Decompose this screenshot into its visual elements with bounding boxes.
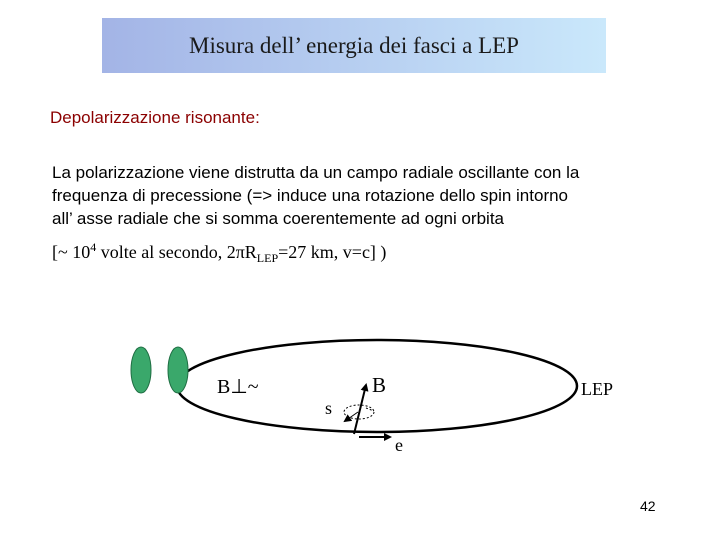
electron-label: e <box>395 435 403 455</box>
kicker-magnet-left <box>131 347 151 393</box>
bracket-middle: volte al secondo, 2πR <box>96 242 257 262</box>
bracket-suffix: =27 km, v=c] ) <box>278 242 387 262</box>
paragraph-line-1: La polarizzazione viene distrutta da un campo radiale oscillante con la <box>52 163 580 182</box>
field-arrow <box>354 385 366 434</box>
section-subtitle: Depolarizzazione risonante: <box>50 108 260 127</box>
paragraph-line-3: all’ asse radiale che si somma coerentemente ad ogni orbita <box>52 209 505 228</box>
bracket-exponent: 4 <box>90 240 97 254</box>
field-label: B <box>372 373 387 397</box>
spin-label: s <box>325 398 333 418</box>
b-perp-label: B⊥~ <box>217 376 259 398</box>
kicker-magnet-right <box>168 347 188 393</box>
bracket-prefix: [~ 10 <box>52 242 91 262</box>
ring-label: LEP <box>581 379 614 399</box>
slide-title: Misura dell’ energia dei fasci a LEP <box>189 32 519 58</box>
page-number: 42 <box>640 498 656 514</box>
bracket-subscript: LEP <box>256 251 279 265</box>
paragraph-line-2: frequenza di precessione (=> induce una rotazione dello spin intorno <box>52 186 569 205</box>
